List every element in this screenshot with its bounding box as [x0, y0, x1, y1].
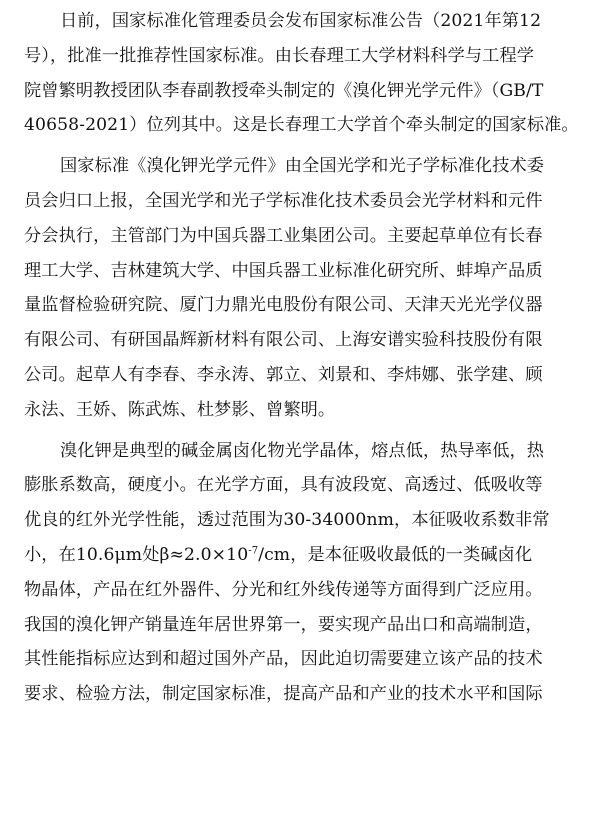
formula-exponent: -7	[248, 545, 259, 557]
text-line: 号），批准一批推荐性国家标准。由长春理工大学材料科学与工程学	[24, 45, 535, 66]
text-line: 国家标准《溴化钾光学元件》由全国光学和光子学标准化技术委	[60, 156, 545, 177]
text-line: 40658-2021）位列其中。这是长春理工大学首个牵头制定的国家标准。	[24, 115, 579, 136]
formula-text-after: /cm，是本征吸收最低的一类碱卤化	[258, 544, 533, 565]
text-line: 理工大学、吉林建筑大学、中国兵器工业标准化研究所、蚌埠产品质	[24, 260, 543, 281]
formula-text-before: 小，在10.6μm处β≈2.0×10	[24, 544, 249, 565]
text-line: 要求、检验方法，制定国家标准，提高产品和产业的技术水平和国际	[24, 684, 543, 705]
article-body	[24, 4, 580, 712]
text-line: 分会执行，主管部门为中国兵器工业集团公司。主要起草单位有长春	[24, 225, 543, 246]
text-line: 公司。起草人有李春、李永涛、郭立、刘景和、李炜娜、张学建、顾	[24, 364, 543, 385]
text-line: 溴化钾是典型的碱金属卤化物光学晶体，熔点低，热导率低，热	[60, 440, 545, 461]
text-line: 员会归口上报，全国光学和光子学标准化技术委员会光学材料和元件	[24, 190, 543, 211]
text-line: 优良的红外光学性能，透过范围为30-34000nm，本征吸收系数非常	[24, 510, 550, 531]
text-line: 物晶体，产品在红外器件、分光和红外线传递等方面得到广泛应用。	[24, 579, 543, 600]
text-line: 日前，国家标准化管理委员会发布国家标准公告（2021年第12	[60, 11, 542, 31]
text-line: 永法、王娇、陈武炼、杜梦影、曾繁明。	[24, 399, 336, 420]
formula-line	[24, 538, 580, 573]
text-line: 我国的溴化钾产销量连年居世界第一，要实现产品出口和高端制造，	[24, 614, 543, 635]
text-line: 其性能指标应达到和超过国外产品，因此迫切需要建立该产品的技术	[24, 649, 543, 670]
paragraph-kbr-properties	[24, 434, 580, 712]
text-line: 膨胀系数高，硬度小。在光学方面，具有波段宽、高透过、低吸收等	[24, 475, 543, 496]
paragraph-announcement	[24, 4, 580, 143]
paragraph-drafting-units	[24, 149, 580, 427]
text-line: 量监督检验研究院、厦门力鼎光电股份有限公司、天津天光光学仪器	[24, 295, 543, 316]
text-line: 有限公司、有研国晶辉新材料有限公司、上海安谱实验科技股份有限	[24, 330, 543, 351]
text-line: 院曾繁明教授团队李春副教授牵头制定的《溴化钾光学元件》（GB/T	[24, 80, 544, 101]
